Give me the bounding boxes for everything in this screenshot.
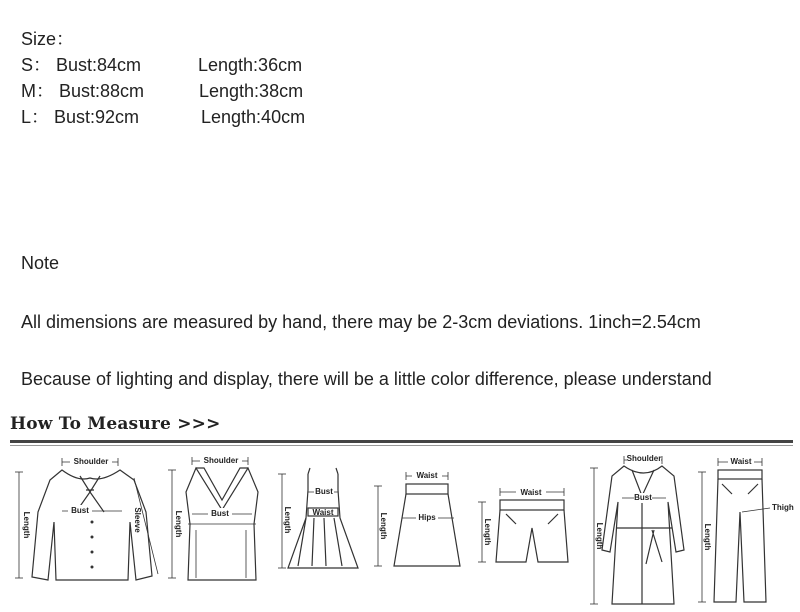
pants-illustration [692, 452, 798, 607]
blouse-illustration [10, 452, 160, 587]
bust-label: Bust [634, 493, 652, 502]
note-heading: Note [21, 253, 60, 273]
length-label: Length [22, 511, 31, 539]
how-to-measure-title [10, 414, 221, 434]
bust-label: Bust [211, 509, 229, 518]
coat-illustration [582, 450, 692, 610]
shoulder-label: Shoulder [626, 454, 662, 463]
waist-label: Waist [416, 471, 438, 480]
length-label: Length [174, 510, 183, 538]
bust-label: Bust [315, 487, 333, 496]
size-m-bust: M： Bust:88cm [21, 81, 145, 101]
waist-label: Waist [520, 488, 542, 497]
size-heading: Size： [21, 29, 75, 49]
thigh-label: Thigh [772, 503, 794, 512]
shorts-illustration [472, 480, 582, 570]
tank-top-illustration [160, 452, 270, 587]
size-s-bust: S： Bust:84cm [21, 55, 142, 75]
header-divider [10, 440, 793, 443]
size-s-length: Length:36cm [198, 55, 303, 75]
waist-label: Waist [312, 508, 334, 517]
length-label: Length [703, 523, 712, 551]
length-label: Length [483, 518, 492, 546]
length-label: Length [379, 512, 388, 540]
size-l-length: Length:40cm [201, 107, 306, 127]
header-divider-thin [10, 445, 793, 446]
note-line-1: All dimensions are measured by hand, there may be 2-3cm deviations. 1inch=2.54cm [21, 312, 701, 332]
size-l-bust: L： Bust:92cm [21, 107, 140, 127]
size-m-length: Length:38cm [199, 81, 304, 101]
length-label: Length [595, 522, 604, 550]
bust-label: Bust [71, 506, 89, 515]
hips-label: Hips [418, 513, 436, 522]
dress-illustration [270, 460, 370, 580]
shoulder-label: Shoulder [73, 457, 109, 466]
sleeve-label: Sleeve [133, 507, 142, 533]
length-label: Length [283, 506, 292, 534]
skirt-illustration [370, 468, 470, 573]
waist-label: Waist [730, 457, 752, 466]
how-to-measure-label: How To Measure [10, 414, 172, 434]
arrows-icon: >>> [177, 414, 221, 434]
note-line-2: Because of lighting and display, there will be a little color difference, please understand [21, 369, 712, 389]
shoulder-label: Shoulder [203, 456, 239, 465]
